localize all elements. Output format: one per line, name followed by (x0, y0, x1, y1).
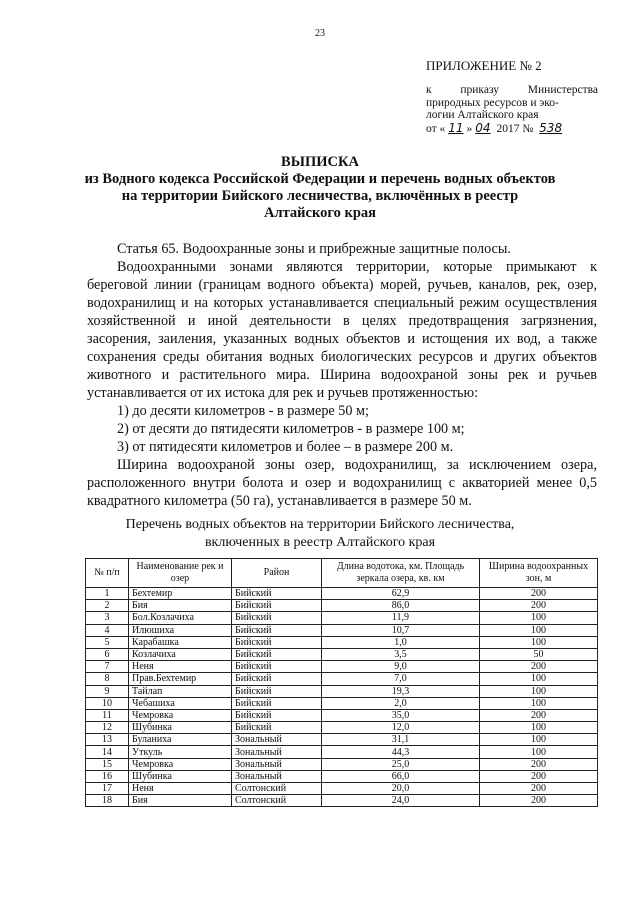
col-header-name: Наименование рек и озер (129, 559, 232, 588)
cell-district: Бийский (232, 661, 322, 673)
cell-length: 31,1 (322, 734, 480, 746)
cell-width: 100 (480, 746, 598, 758)
cell-district: Бийский (232, 697, 322, 709)
cell-number: 13 (86, 734, 129, 746)
cell-number: 4 (86, 624, 129, 636)
cell-width: 50 (480, 648, 598, 660)
cell-name: Карабашка (129, 636, 232, 648)
cell-number: 2 (86, 600, 129, 612)
table-row (86, 722, 598, 734)
cell-length: 25,0 (322, 758, 480, 770)
table-row (86, 673, 598, 685)
cell-district: Бийский (232, 648, 322, 660)
table-row (86, 648, 598, 660)
cell-length: 19,3 (322, 685, 480, 697)
handwritten-order-number: 538 (539, 120, 563, 135)
table-row (86, 734, 598, 746)
cell-length: 66,0 (322, 770, 480, 782)
table-row (86, 685, 598, 697)
table-row (86, 783, 598, 795)
table-row (86, 770, 598, 782)
cell-number: 15 (86, 758, 129, 770)
cell-district: Зональный (232, 770, 322, 782)
col-header-length: Длина водотока, км. Площадь зеркала озера, кв. км (322, 559, 480, 588)
order-date-line: от « 11 » 04 2017 № 538 (426, 122, 598, 136)
cell-length: 1,0 (322, 636, 480, 648)
col-header-width: Ширина водоохранных зон, м (480, 559, 598, 588)
cell-district: Бийский (232, 600, 322, 612)
cell-number: 11 (86, 709, 129, 721)
cell-width: 100 (480, 636, 598, 648)
document-heading: ВЫПИСКА из Водного кодекса Российской Федерации и перечень водных объектов на территории Бийского лесничества, включённых в реестр Алтайского края (84, 154, 556, 221)
cell-number: 14 (86, 746, 129, 758)
cell-name: Чебашиха (129, 697, 232, 709)
cell-district: Бийский (232, 685, 322, 697)
cell-name: Шубинка (129, 722, 232, 734)
cell-length: 44,3 (322, 746, 480, 758)
cell-width: 200 (480, 783, 598, 795)
cell-name: Бехтемир (129, 588, 232, 600)
cell-district: Солтонский (232, 795, 322, 807)
cell-number: 16 (86, 770, 129, 782)
table-row (86, 624, 598, 636)
table-header-row (86, 559, 598, 588)
list-item-2: 2) от десяти до пятидесяти километров - в размере 100 м; (117, 421, 465, 437)
cell-name: Прав.Бехтемир (129, 673, 232, 685)
appendix-title: ПРИЛОЖЕНИЕ № 2 (426, 58, 542, 73)
cell-name: Чемровка (129, 709, 232, 721)
appendix-order-reference (426, 84, 598, 135)
cell-number: 7 (86, 661, 129, 673)
table-row (86, 795, 598, 807)
page-number: 23 (315, 28, 325, 39)
cell-district: Солтонский (232, 783, 322, 795)
cell-name: Неня (129, 661, 232, 673)
cell-district: Бийский (232, 624, 322, 636)
table-row (86, 709, 598, 721)
cell-name: Тайлап (129, 685, 232, 697)
table-row (86, 600, 598, 612)
cell-width: 200 (480, 795, 598, 807)
cell-length: 10,7 (322, 624, 480, 636)
cell-number: 10 (86, 697, 129, 709)
table-row (86, 612, 598, 624)
cell-district: Зональный (232, 758, 322, 770)
col-header-number: № п/п (86, 559, 129, 588)
order-line-3: логии Алтайского края (426, 109, 539, 121)
cell-name: Бия (129, 600, 232, 612)
cell-district: Бийский (232, 709, 322, 721)
cell-number: 6 (86, 648, 129, 660)
cell-number: 1 (86, 588, 129, 600)
cell-name: Неня (129, 783, 232, 795)
cell-width: 200 (480, 709, 598, 721)
cell-length: 24,0 (322, 795, 480, 807)
cell-number: 12 (86, 722, 129, 734)
table-row (86, 588, 598, 600)
cell-width: 100 (480, 734, 598, 746)
cell-number: 8 (86, 673, 129, 685)
cell-length: 7,0 (322, 673, 480, 685)
handwritten-month: 04 (475, 120, 491, 135)
cell-width: 100 (480, 624, 598, 636)
cell-length: 20,0 (322, 783, 480, 795)
cell-length: 11,9 (322, 612, 480, 624)
cell-width: 100 (480, 612, 598, 624)
list-title: Перечень водных объектов на территории Бийского лесничества, включенных в реестр Алтайского края (125, 517, 515, 550)
cell-length: 35,0 (322, 709, 480, 721)
cell-district: Бийский (232, 636, 322, 648)
cell-number: 18 (86, 795, 129, 807)
cell-length: 12,0 (322, 722, 480, 734)
paragraph-1: Водоохранными зонами являются территории, которые примыкают к береговой линии (границам водного объекта) морей, ручьев, каналов, рек, озер, водохранилищ и на которых устанавливается специальный режим осуществления хозяйственной и иной деятельности в целях предотвращения загрязнения, засорения, заиления, указанных водных объектов и истощения их вод, а также сохранения среды обитания водных биологических ресурсов и других объектов животного и растительного мира. Ширина водоохраной зоны рек и ручьев устанавливается от их истока для рек и ручьев протяженностью: (87, 259, 597, 401)
cell-number: 5 (86, 636, 129, 648)
cell-name: Козлачиха (129, 648, 232, 660)
cell-length: 9,0 (322, 661, 480, 673)
cell-name: Бол.Козлачиха (129, 612, 232, 624)
cell-number: 17 (86, 783, 129, 795)
table-row (86, 746, 598, 758)
table-row (86, 758, 598, 770)
cell-district: Зональный (232, 746, 322, 758)
cell-length: 62,9 (322, 588, 480, 600)
list-item-3: 3) от пятидесяти километров и более – в размере 200 м. (117, 439, 454, 455)
cell-district: Бийский (232, 722, 322, 734)
cell-width: 100 (480, 685, 598, 697)
cell-name: Шубинка (129, 770, 232, 782)
cell-length: 2,0 (322, 697, 480, 709)
cell-name: Буланиха (129, 734, 232, 746)
list-item-1: 1) до десяти километров - в размере 50 м; (117, 403, 369, 419)
cell-width: 200 (480, 770, 598, 782)
cell-number: 9 (86, 685, 129, 697)
paragraph-2: Ширина водоохраной зоны озер, водохранилищ, за исключением озера, расположенного внутри болота и озер и водохранилищ с акваторией менее 0,5 квадратного километра (50 га), устанавливается в размере 50 м. (87, 457, 597, 509)
table-row (86, 697, 598, 709)
cell-width: 200 (480, 588, 598, 600)
cell-district: Бийский (232, 612, 322, 624)
cell-name: Илюшиха (129, 624, 232, 636)
cell-length: 3,5 (322, 648, 480, 660)
cell-width: 200 (480, 600, 598, 612)
cell-name: Чемровка (129, 758, 232, 770)
article-title: Статья 65. Водоохранные зоны и прибрежные защитные полосы. (117, 241, 511, 257)
cell-width: 100 (480, 673, 598, 685)
cell-width: 100 (480, 722, 598, 734)
cell-length: 86,0 (322, 600, 480, 612)
order-line-1: к приказу Министерства (426, 84, 598, 96)
cell-width: 200 (480, 661, 598, 673)
cell-district: Бийский (232, 588, 322, 600)
cell-name: Уткуль (129, 746, 232, 758)
col-header-district: Район (232, 559, 322, 588)
table-row (86, 636, 598, 648)
order-line-2: природных ресурсов и эко- (426, 96, 559, 109)
cell-name: Бия (129, 795, 232, 807)
water-bodies-table (85, 558, 598, 807)
cell-district: Зональный (232, 734, 322, 746)
cell-width: 200 (480, 758, 598, 770)
article-text (87, 240, 597, 510)
handwritten-day: 11 (448, 120, 464, 135)
cell-width: 100 (480, 697, 598, 709)
cell-district: Бийский (232, 673, 322, 685)
table-row (86, 661, 598, 673)
cell-number: 3 (86, 612, 129, 624)
